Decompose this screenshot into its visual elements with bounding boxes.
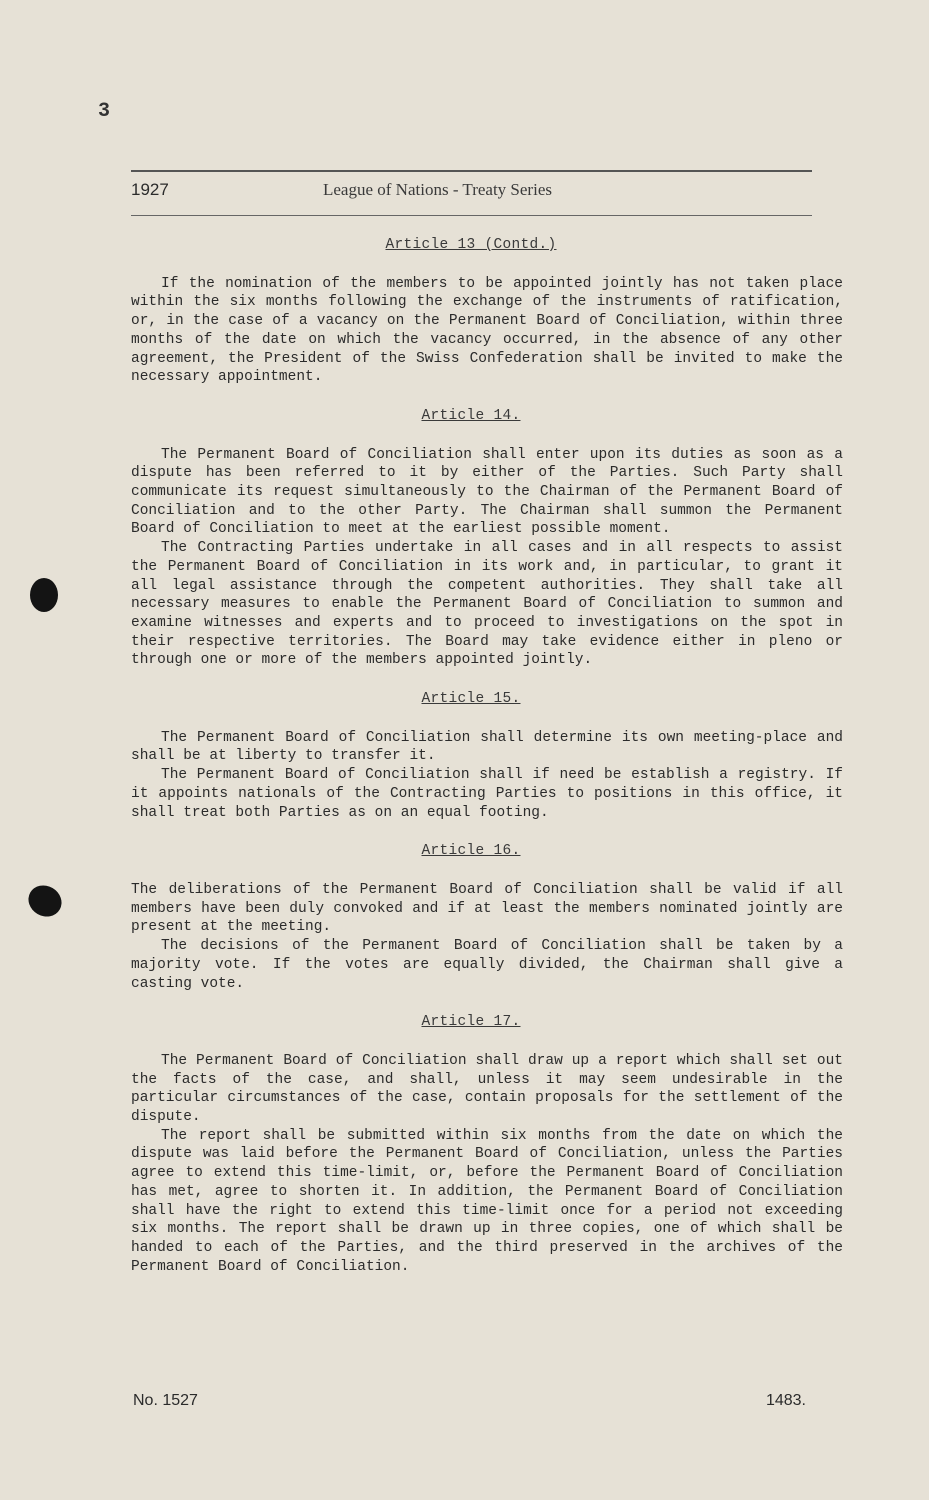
article-14-paragraph: The Contracting Parties undertake in all cases and in all respects to assist the Permanent Board of Conciliation in its work and, in particular, to grant it all legal assistance through the competent authorities. They shall take all necessary measures to enable the Permanent Board of Conciliation to summon and examine witnesses and experts and to proceed to investigations on the spot in their respective territories. The Board may take evidence either in pleno or through one or more of the members appointed jointly. [131, 540, 843, 669]
article-14-paragraph: The Permanent Board of Conciliation shall enter upon its duties as soon as a dispute has been referred to it by either of the Parties. Such Party shall communicate its request simultaneously to the Chairman of the Permanent Board of Conciliation and to the other Party. The Chairman shall summon the Permanent Board of Conciliation to meet at the earliest possible moment. [131, 446, 843, 538]
article-16-paragraph: The deliberations of the Permanent Board of Conciliation shall be valid if all members have been duly convoked and if at least the members nominated jointly are present at the meeting. [131, 881, 843, 936]
year: 1927 [131, 180, 169, 199]
article-17-paragraph: The report shall be submitted within six months from the date on which the dispute was laid before the Permanent Board of Conciliation, unless the Parties agree to extend this time-limit, or, before the Permanent Board of Conciliation has met, agree to shorten it. In addition, the Permanent Board of Conciliation shall have the right to extend this time-limit once for a period not exceeding six months. The report shall be drawn up in three copies, one of which shall be handed to each of the Parties, and the third preserved in the archives of the Permanent Board of Conciliation. [131, 1127, 843, 1275]
document-body [131, 236, 843, 1276]
header-rule [131, 170, 812, 172]
running-head [131, 178, 812, 206]
series-title: League of Nations - Treaty Series [323, 180, 552, 199]
article-13-heading: Article 13 (Contd.) [385, 237, 557, 253]
punch-hole [30, 578, 58, 612]
article-14-heading: Article 14. [421, 407, 521, 424]
page-number: 1483. [765, 1392, 806, 1409]
article-16-paragraph: The decisions of the Permanent Board of Conciliation shall be taken by a majority vote. If the votes are equally divided, the Chairman shall give a casting vote. [131, 938, 843, 992]
article-17-heading: Article 17. [421, 1014, 521, 1031]
punch-hole [23, 880, 67, 923]
page-mark: 3 [98, 100, 111, 123]
article-15-heading: Article 15. [421, 691, 521, 708]
article-15-paragraph: The Permanent Board of Conciliation shall determine its own meeting-place and shall be at liberty to transfer it. [131, 729, 843, 765]
article-15-paragraph: The Permanent Board of Conciliation shall if need be establish a registry. If it appoints nationals of the Contracting Parties to positions in this office, it shall treat both Parties as on an equal footing. [131, 767, 843, 821]
article-17-paragraph: The Permanent Board of Conciliation shall draw up a report which shall set out the facts of the case, and shall, unless it may seem undesirable in the particular circumstances of the case, contain proposals for the settlement of the dispute. [131, 1052, 843, 1126]
header-rule [131, 215, 812, 216]
article-13-paragraph: If the nomination of the members to be appointed jointly has not taken place within the six months following the exchange of the instruments of ratification, or, in the case of a vacancy on the Permanent Board of Conciliation, within three months of the date on which the vacancy occurred, in the absence of any other agreement, the President of the Swiss Confederation shall be invited to make the necessary appointment. [131, 275, 843, 386]
article-16-heading: Article 16. [421, 843, 521, 860]
treaty-number: No. 1527 [133, 1392, 198, 1409]
